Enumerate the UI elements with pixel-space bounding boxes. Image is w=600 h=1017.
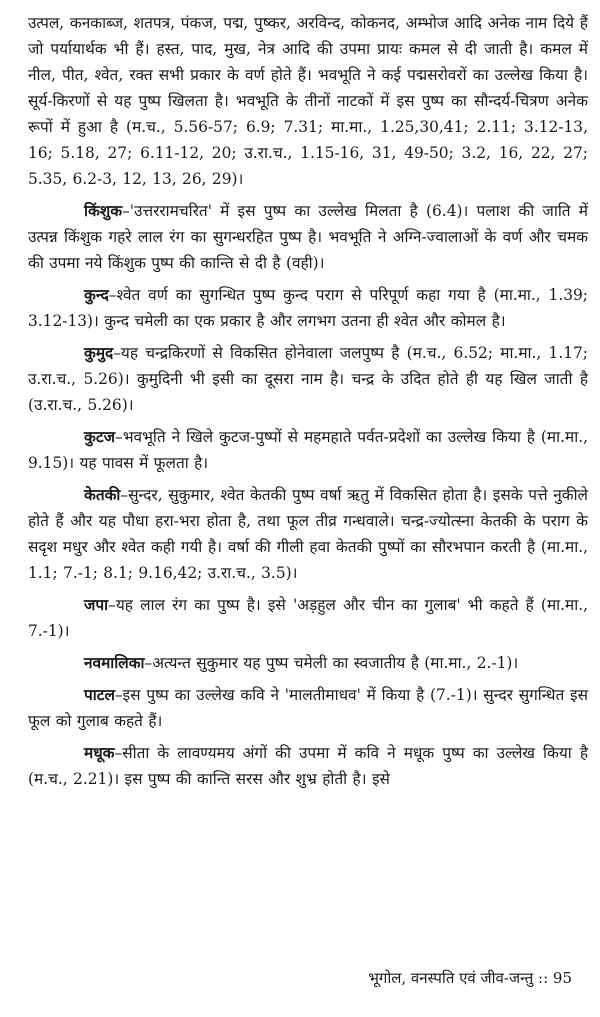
paragraph-kund bbox=[28, 282, 588, 334]
paragraph-kumud bbox=[28, 340, 588, 418]
entry-term: मधूक bbox=[84, 744, 115, 762]
entry-term: जपा bbox=[84, 596, 109, 614]
paragraph-text: –अत्यन्त सुकुमार यह पुष्प चमेली का स्वजातीय है (मा.मा., 2.-1)। bbox=[144, 654, 519, 672]
entry-term: कुमुद bbox=[84, 344, 114, 362]
paragraph-text: –सीता के लावण्यमय अंगों की उपमा में कवि ने मधूक पुष्प का उल्लेख किया है (म.च., 2.21)। इस पुष्प की कान्ति सरस और शुभ्र होती है। इसे bbox=[28, 744, 588, 788]
paragraph-kinshuk bbox=[28, 198, 588, 276]
entry-term: केतकी bbox=[84, 486, 121, 504]
paragraph-kamal-continued bbox=[28, 10, 588, 192]
page-footer: भूगोल, वनस्पति एवं जीव-जन्तु :: 95 bbox=[368, 969, 572, 987]
paragraph-patal bbox=[28, 682, 588, 734]
paragraph-text: –सुन्दर, सुकुमार, श्वेत केतकी पुष्प वर्षा ऋतु में विकसित होता है। इसके पत्ते नुकीले होते हैं और यह पौधा हरा-भरा होता है, तथा फूल तीव्र गन्धवाले। चन्द्र-ज्योत्स्ना केतकी के पराग के सदृश मधुर और श्वेत कही गयी है। वर्षा की गीली हवा केतकी पुष्पों का सौरभपान करती है (मा.मा., 1.1; 7.-1; 8.1; 9.16,42; उ.रा.च., 3.5)। bbox=[28, 486, 588, 582]
paragraph-kutaj bbox=[28, 424, 588, 476]
entry-term: नवमालिका bbox=[84, 654, 145, 672]
paragraph-madhuk bbox=[28, 740, 588, 792]
paragraph-text: –श्वेत वर्ण का सुगन्धित पुष्प कुन्द पराग से परिपूर्ण कहा गया है (मा.मा., 1.39; 3.12-13)। कुन्द चमेली का एक प्रकार है और लगभग उतना ही श्वेत और कोमल है। bbox=[28, 286, 588, 330]
paragraph-text: –भवभूति ने खिले कुटज-पुष्पों से महमहाते पर्वत-प्रदेशों का उल्लेख किया है (मा.मा., 9.15)। यह पावस में फूलता है। bbox=[28, 428, 588, 472]
paragraph-text: उत्पल, कनकाब्ज, शतपत्र, पंकज, पद्म, पुष्कर, अरविन्द, कोकनद, अम्भोज आदि अनेक नाम दिये हैं जो पर्यायार्थक भी हैं। हस्त, पाद, मुख, नेत्र आदि की उपमा प्रायः कमल से दी जाती है। कमल में नील, पीत, श्वेत, रक्त सभी प्रकार के वर्ण होते हैं। भवभूति ने कई पद्मसरोवरों का उल्लेख किया है। सूर्य-किरणों से यह पुष्प खिलता है। भवभूति के तीनों नाटकों में इस पुष्प का सौन्दर्य-चित्रण अनेक रूपों में हुआ है (म.च., 5.56-57; 6.9; 7.31; मा.मा., 1.25,30,41; 2.11; 3.12-13, 16; 5.18, 27; 6.11-12, 20; उ.रा.च., 1.15-16, 31, 49-50; 3.2, 16, 22, 27; 5.35, 6.2-3, 12, 13, 26, 29)। bbox=[28, 14, 588, 188]
entry-term: किंशुक bbox=[84, 202, 123, 220]
paragraph-text: –यह चन्द्रकिरणों से विकसित होनेवाला जलपुष्प है (म.च., 6.52; मा.मा., 1.17; उ.रा.च., 5.26)। कुमुदिनी भी इसी का दूसरा नाम है। चन्द्र के उदित होते ही यह खिल जाती है (उ.रा.च., 5.26)। bbox=[28, 344, 588, 414]
paragraph-text: –'उत्तररामचरित' में इस पुष्प का उल्लेख मिलता है (6.4)। पलाश की जाति में उत्पन्न किंशुक गहरे लाल रंग का सुगन्धरहित पुष्प है। भवभूति ने अग्नि-ज्वालाओं के वर्ण और चमक की उपमा नये किंशुक पुष्प की कान्ति से दी है (वही)। bbox=[28, 202, 588, 272]
paragraph-text: –यह लाल रंग का पुष्प है। इसे 'अड़हुल और चीन का गुलाब' भी कहते हैं (मा.मा., 7.-1)। bbox=[28, 596, 588, 640]
entry-term: कुन्द bbox=[84, 286, 109, 304]
entry-term: कुटज bbox=[84, 428, 115, 446]
paragraph-text: –इस पुष्प का उल्लेख कवि ने 'मालतीमाधव' में किया है (7.-1)। सुन्दर सुगन्धित इस फूल को गुलाब कहते हैं। bbox=[28, 686, 588, 730]
paragraph-japa bbox=[28, 592, 588, 644]
paragraph-navamalika bbox=[28, 650, 588, 676]
paragraph-ketaki bbox=[28, 482, 588, 586]
entry-term: पाटल bbox=[84, 686, 115, 704]
